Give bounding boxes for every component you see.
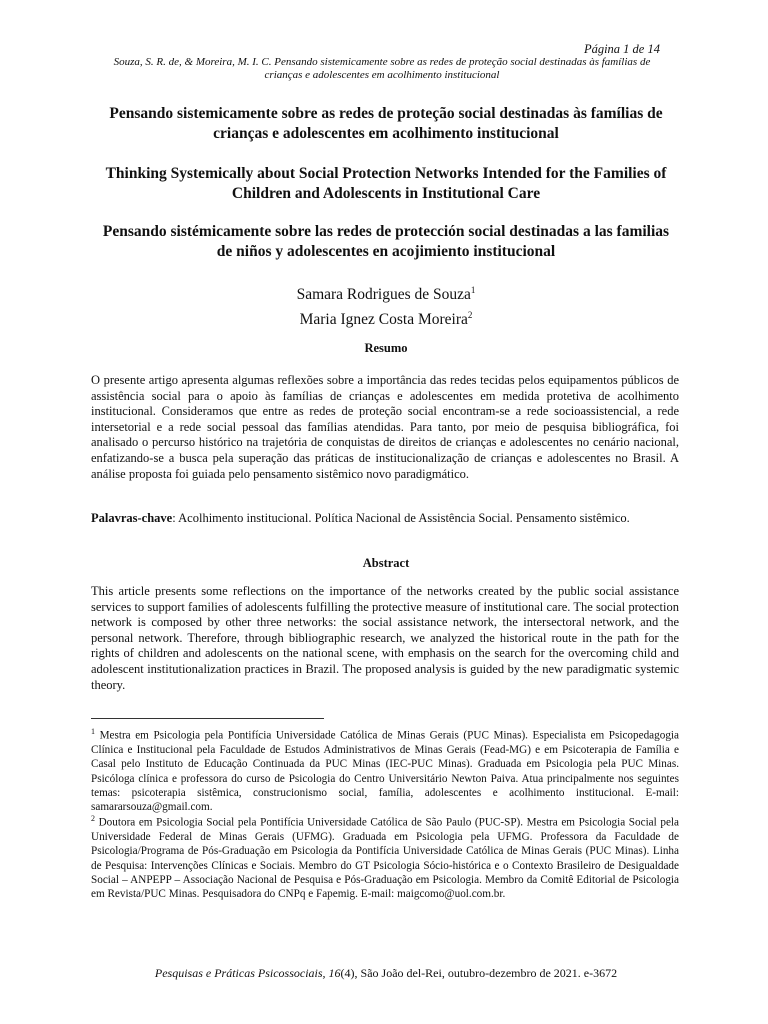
resumo-text: O presente artigo apresenta algumas reflexões sobre a importância das redes tecidas pelos equipamentos públicos de assistência social para o apoio às famílias de crianças e adolescentes em medida protetiva de acolhimento institucional. Consideramos que entre as redes de proteção social encontram-se a rede socioassistencial, a rede intersetorial e a rede social pessoal das famílias atendidas. Para tanto, por meio de pesquisa bibliográfica, foi analisado o percurso histórico na trajetória de conquistas de direitos de crianças e adolescentes no cenário nacional, enfatizando-se a busca pela superação das práticas de institucionalização de crianças e adolescentes no Brasil. A análise proposta foi guiada pelo pensamento sistêmico novo paradigmático. bbox=[91, 373, 679, 481]
title-spanish: Pensando sistémicamente sobre las redes de protección social destinadas a las familias de niños y adolescentes en acojimiento institucional bbox=[102, 223, 670, 260]
author-footnote-mark: 1 bbox=[470, 285, 476, 295]
running-citation: Souza, S. R. de, & Moreira, M. I. C. Pensando sistemicamente sobre as redes de proteção social destinadas às famílias de crianças e adolescentes em acolhimento institucional bbox=[113, 56, 651, 81]
page-number: Página 1 de 14 bbox=[583, 42, 660, 56]
keywords bbox=[91, 511, 679, 527]
footnote-mark: 1 bbox=[91, 727, 95, 736]
footnote-divider bbox=[91, 718, 324, 719]
abstract-heading: Abstract bbox=[362, 556, 410, 570]
author-1 bbox=[96, 280, 676, 305]
author-name: Samara Rodrigues de Souza bbox=[296, 286, 471, 304]
journal-volume: , 16 bbox=[322, 966, 341, 980]
journal-footer bbox=[96, 966, 676, 981]
keywords-label: Palavras-chave bbox=[91, 511, 173, 525]
title-portuguese: Pensando sistemicamente sobre as redes de proteção social destinadas às famílias de crianças e adolescentes em acolhimento institucional bbox=[109, 105, 663, 142]
author-2 bbox=[96, 305, 676, 330]
footnote-text: Doutora em Psicologia Social pela Pontifícia Universidade Católica de São Paulo (PUC-SP). Mestra em Psicologia Social pela Universidade Federal de Minas Gerais (UFMG). Graduada em Psicologia pela UFMG. Professora da Faculdade de Psicologia/Programa de Pós-Graduação em Psicologia da Pontifícia Universidade Católica de Minas Gerais (PUC Minas). Linha de Pesquisa: Intervenções Clínicas e Sociais. Membro do GT Psicologia Sócio-histórica e o Contexto Brasileiro de Desigualdade Social – ANPEPP – Associação Nacional de Pesquisa e Pós-Graduação em Psicologia. Membro da Comitê Editorial de Psicologia em Revista/PUC Minas. Pesquisadora do CNPq e Fapemig. E-mail: maigcomo@uol.com.br. bbox=[91, 816, 679, 901]
journal-name: Pesquisas e Práticas Psicossociais bbox=[154, 966, 323, 980]
footnote-1 bbox=[91, 725, 679, 815]
author-list bbox=[96, 280, 676, 330]
footnote-2 bbox=[91, 812, 679, 902]
title-english: Thinking Systemically about Social Protection Networks Intended for the Families of Children and Adolescents in Institutional Care bbox=[105, 165, 667, 202]
footnote-mark: 2 bbox=[91, 814, 95, 823]
footnote-text: Mestra em Psicologia pela Pontifícia Universidade Católica de Minas Gerais (PUC Minas). Especialista em Psicopedagogia Clínica e Institucional pela Faculdade de Estudos Administrativos de Minas Gerais (Fead-MG) e em Psicoterapia de Família e Casal pelo Instituto de Educação Continuada da PUC Minas (IEC-PUC Minas). Graduada em Psicologia pela PUC Minas. Psicóloga clínica e professora do curso de Psicologia do Centro Universitário Newton Paiva. Atua principalmente nos seguintes temas: psicoterapia sistêmica, construcionismo social, família, adolescentes e acolhimento institucional. E-mail: samararsouza@gmail.com. bbox=[91, 729, 679, 814]
author-footnote-mark: 2 bbox=[467, 310, 473, 321]
resumo-heading: Resumo bbox=[364, 341, 408, 355]
keywords-text: : Acolhimento institucional. Política Nacional de Assistência Social. Pensamento sistêmico. bbox=[172, 511, 630, 525]
abstract-text: This article presents some reflections on the importance of the networks created by the public social assistance services to support families of adolescents fulfilling the protective measure of institutional care. The social protection network is composed by other three networks: the social assistance network, the intersectoral network, and the personal network. Therefore, through bibliographic research, we analyzed the historical route in the path for the rights of children and adolescents on the national scene, with emphasis on the search for the overcoming child and adolescent institutionalization practices in Brazil. The proposed analysis is guided by the new paradigmatic systemic theory. bbox=[91, 584, 679, 692]
author-name: Maria Ignez Costa Moreira bbox=[299, 311, 468, 329]
journal-issue: (4), São João del-Rei, outubro-dezembro de 2021. e-3672 bbox=[340, 966, 618, 980]
